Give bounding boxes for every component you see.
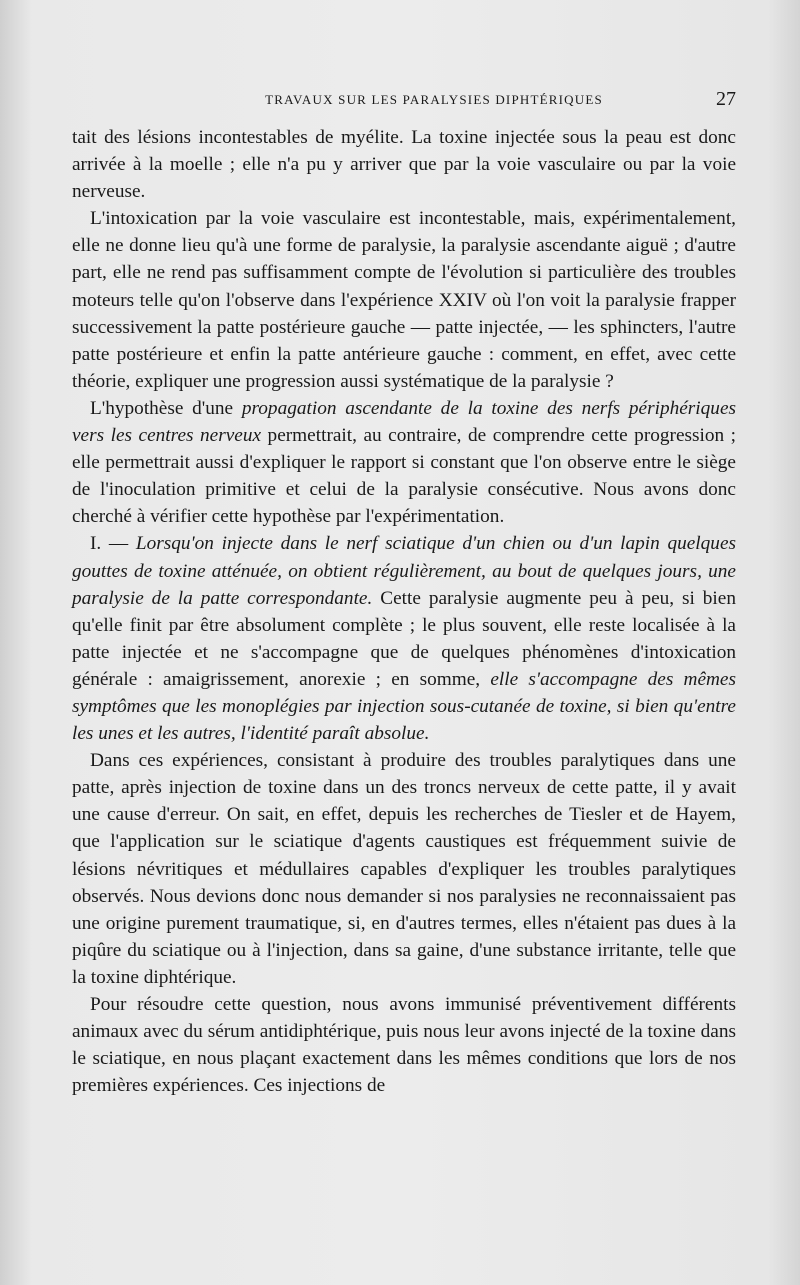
running-head — [72, 88, 736, 116]
section-marker: I. — — [90, 533, 136, 555]
page-number: 27 — [716, 88, 736, 110]
paragraph-text: Dans ces expériences, consistant à produire des troubles paralytiques dans une patte, après injection de toxine dans un des troncs nerveux de cette patte, il y avait une cause d'erreur. On sait, en effet, depuis les recherches de Tiesler et de Hayem, que l'application sur le sciatique d'agents caustiques est fréquemment suivie de lésions névritiques et médullaires capables d'expliquer les troubles paralytiques observés. Nous devions donc nous demander si nos paralysies ne reconnaissaient pas une origine purement traumatique, si, en d'autres termes, elles n'étaient pas dues à la piqûre du sciatique ou à l'injection, dans sa gaine, d'une substance irritante, telle que la toxine diphtérique. — [72, 750, 736, 988]
paragraph-text: permettrait, au contraire, de comprendre cette progression ; elle permettrait aussi d'expliquer le rapport si constant que l'on observe entre le siège de l'inoculation primitive et celui de la paralysie consécutive. Nous avons donc cherché à vérifier cette hypothèse par l'expérimentation. — [72, 425, 737, 528]
italic-phrase: Lorsqu'on injecte dans le nerf sciatique d'un chien ou d'un lapin quelques gouttes de toxine atténuée, on obtient régulièrement, au bout de quelques jours, une paralysie de la patte correspondante. — [72, 533, 737, 609]
paragraph-text: Cette paralysie augmente peu à peu, si bien qu'elle finit par être absolument complète ; le plus souvent, elle reste localisée à la patte injectée et ne s'accompagne que de quelques phénomènes d'intoxication générale : amaigrissement, anorexie ; en somme, — [72, 587, 736, 690]
running-title: TRAVAUX SUR LES PARALYSIES DIPHTÉRIQUES — [265, 92, 603, 107]
paragraph-1 — [72, 124, 736, 205]
italic-phrase: propagation ascendante de la toxine des nerfs périphériques vers les centres nerveux — [72, 397, 737, 447]
paragraph-text: L'intoxication par la voie vasculaire est incontestable, mais, expérimentalement, elle ne donne lieu qu'à une forme de paralysie, la paralysie ascendante aiguë ; d'autre part, elle ne rend pas suffisamment compte de l'évolution si particulière des troubles moteurs telle qu'on l'observe dans l'expérience XXIV où l'on voit la paralysie frapper successivement la patte postérieure gauche — patte injectée, — les sphincters, l'autre patte postérieure et enfin la patte antérieure gauche : comment, en effet, avec cette théorie, expliquer une progression aussi systématique de la paralysie ? — [72, 208, 736, 392]
paragraph-4 — [72, 530, 736, 747]
paragraph-text: Pour résoudre cette question, nous avons immunisé préventivement différents animaux avec du sérum antidiphtérique, puis nous leur avons injecté de la toxine dans le sciatique, en nous plaçant exactement dans les mêmes conditions que lors de nos premières expériences. Ces injections de — [72, 994, 736, 1097]
paragraph-text: L'hypothèse d'une — [90, 397, 242, 419]
paragraph-5 — [72, 747, 736, 991]
body-text — [72, 124, 736, 1099]
italic-phrase: elle s'accompagne des mêmes symptômes que les monoplégies par injection sous-cutanée de toxine, si bien qu'entre les unes et les autres, l'identité paraît absolue. — [72, 668, 736, 745]
paragraph-text: tait des lésions incontestables de myélite. La toxine injectée sous la peau est donc arrivée à la moelle ; elle n'a pu y arriver que par la voie vasculaire ou par la voie nerveuse. — [72, 127, 736, 203]
paragraph-3 — [72, 395, 736, 530]
paragraph-6 — [72, 991, 736, 1099]
paragraph-2 — [72, 205, 736, 395]
